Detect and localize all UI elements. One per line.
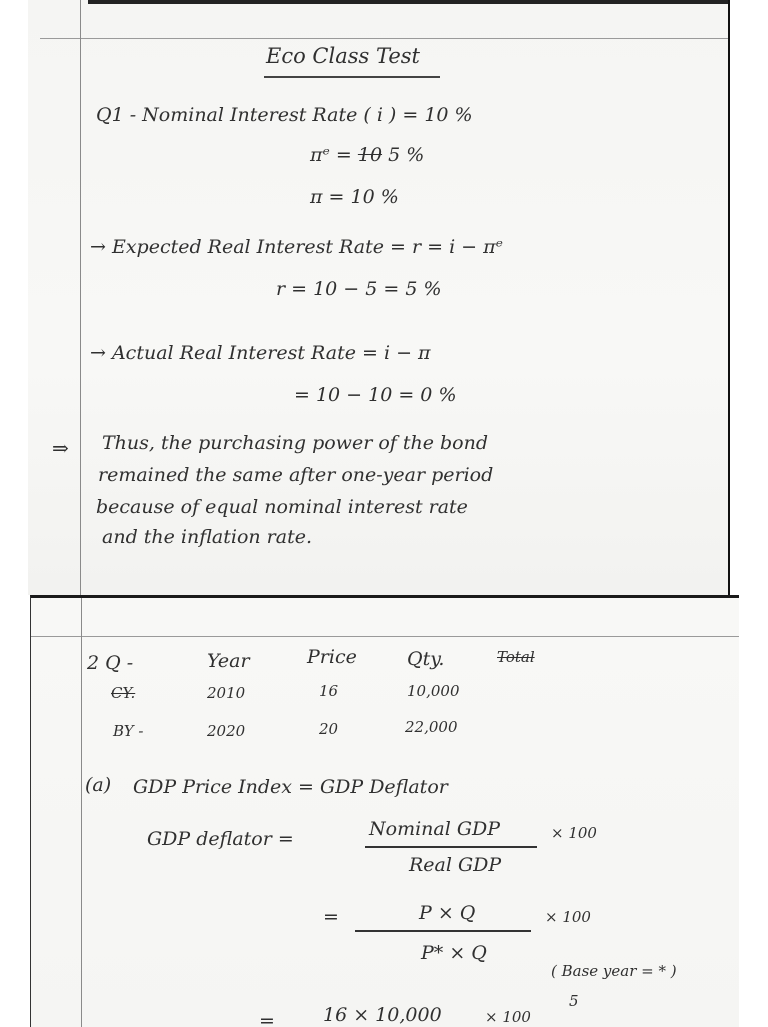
actual-real-rate-calc: = 10 − 10 = 0 % — [294, 384, 457, 406]
row2-qty: 22,000 — [405, 718, 458, 736]
page-top-edge — [88, 0, 728, 4]
conclusion-line-4: and the inflation rate. — [102, 526, 312, 548]
fraction-denominator-real: Real GDP — [409, 854, 502, 876]
top-rule-line — [31, 636, 739, 637]
header-year: Year — [207, 650, 250, 672]
header-qty: Qty. — [407, 648, 445, 670]
times-100-first: × 100 — [551, 824, 597, 842]
pq-fraction-bar — [355, 930, 531, 932]
margin-line — [80, 0, 81, 595]
conclusion-line-3: because of equal nominal interest rate — [96, 496, 468, 518]
conclusion-arrow: ⇒ — [52, 436, 69, 460]
row2-price: 20 — [319, 720, 339, 738]
row1-label-struck: CY. — [111, 684, 136, 702]
top-rule-line — [40, 38, 730, 39]
margin-number: 5 — [569, 992, 579, 1010]
last-line-calc: 16 × 10,000 — [323, 1004, 442, 1026]
equals-sign: = — [323, 906, 339, 928]
deflator-lhs: GDP deflator = — [147, 828, 294, 850]
conclusion-line-1: Thus, the purchasing power of the bond — [102, 432, 488, 454]
margin-line — [81, 598, 82, 1027]
row2-label: BY - — [113, 722, 144, 740]
header-total-struck: Total — [497, 648, 535, 666]
q1-line-inflation: π = 10 % — [310, 186, 399, 208]
q1-line-expected-inflation: πᵉ = 10 5 % — [310, 144, 425, 166]
row1-price: 16 — [319, 682, 339, 700]
row2-year: 2020 — [207, 722, 246, 740]
part-a-label: (a) — [85, 774, 112, 796]
notebook-page-1 — [28, 0, 730, 595]
times-100-second: × 100 — [545, 908, 591, 926]
expected-real-rate-line: → Expected Real Interest Rate = r = i − πᵉ — [90, 236, 503, 258]
row1-year: 2010 — [207, 684, 246, 702]
last-line-prefix: = — [259, 1010, 275, 1027]
fraction-numerator-nominal: Nominal GDP — [369, 818, 501, 840]
notebook-page-2 — [30, 595, 739, 1027]
q2-label: 2 Q - — [87, 652, 134, 674]
fraction-bar — [365, 846, 537, 848]
expected-real-rate-calc: r = 10 − 5 = 5 % — [276, 278, 442, 300]
conclusion-line-2: remained the same after one-year period — [98, 464, 494, 486]
pq-denominator: P* × Q — [421, 942, 487, 964]
row1-qty: 10,000 — [407, 682, 460, 700]
pq-numerator: P × Q — [419, 902, 476, 924]
q1-line-nominal-rate: Q1 - Nominal Interest Rate ( i ) = 10 % — [96, 104, 473, 126]
last-line-mult: × 100 — [485, 1008, 531, 1026]
actual-real-rate-line: → Actual Real Interest Rate = i − π — [90, 342, 431, 364]
base-year-note: ( Base year = * ) — [551, 962, 677, 980]
page-title: Eco Class Test — [266, 44, 420, 68]
header-price: Price — [307, 646, 357, 668]
title-underline — [264, 76, 440, 78]
part-a-heading: GDP Price Index = GDP Deflator — [133, 776, 448, 798]
